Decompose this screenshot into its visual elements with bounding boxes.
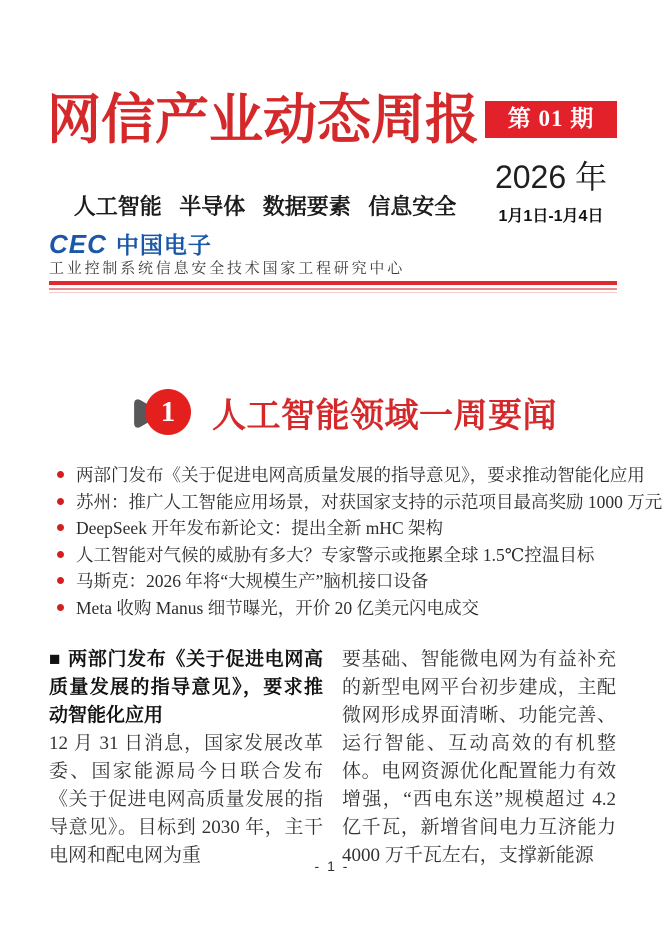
bullet-dot-icon	[57, 498, 64, 505]
page-number: - 1 -	[314, 858, 350, 874]
headline-list-item	[55, 519, 624, 537]
headline-text: 苏州：推广人工智能应用场景，对获国家支持的示范项目最高奖励 1000 万元	[76, 491, 663, 512]
topics-subtitle: 人工智能 半导体 数据要素 信息安全	[73, 194, 457, 219]
headline-text: 两部门发布《关于促进电网高质量发展的指导意见》，要求推动智能化应用	[76, 465, 645, 485]
bullet-dot-icon	[57, 577, 64, 584]
masthead-divider	[49, 281, 617, 293]
headline-text: Meta 收购 Manus 细节曝光，开价 20 亿美元闪电成交	[76, 597, 479, 618]
cec-logo-org-name: 中国电子	[115, 233, 212, 258]
bullet-dot-icon	[57, 551, 64, 558]
section-number-circle: 1	[145, 389, 191, 435]
newsletter-title: 网信产业动态周报	[47, 90, 479, 150]
article-column-right	[342, 646, 616, 870]
bullet-dot-icon	[57, 604, 64, 611]
headline-list-item	[55, 546, 624, 564]
bullet-dot-icon	[57, 471, 64, 478]
bullet-dot-icon	[57, 524, 64, 531]
article-heading-text: 两部门发布《关于促进电网高质量发展的指导意见》，要求推动智能化应用	[49, 649, 323, 726]
headline-list	[55, 465, 663, 625]
section-header	[127, 388, 557, 437]
article-paragraph: 要基础、智能微电网为有益补充的新型电网平台初步建成，主配微网形成界面清晰、功能完善、运行智能、互动高效的有机整体。电网资源优化配置能力有效增强，“西电东送”规模超过 4.2 亿千瓦，新增省间电力互济能力 4000 万千瓦左右，支撑新能源	[342, 649, 616, 866]
headline-text: DeepSeek 开年发布新论文：提出全新 mHC 架构	[76, 518, 443, 538]
headline-list-item	[55, 572, 624, 590]
issue-info-block	[485, 101, 617, 226]
divider-mid-line	[49, 288, 617, 290]
issue-date-range: 1月1日-1月4日	[498, 208, 604, 225]
headline-list-item	[55, 491, 663, 512]
section-number-icon	[127, 389, 191, 437]
headline-text: 人工智能对气候的威胁有多大？专家警示或拖累全球 1.5℃控温目标	[76, 544, 595, 565]
issue-number-badge: 第 01 期	[485, 101, 617, 138]
article-paragraph: 12 月 31 日消息，国家发展改革委、国家能源局今日联合发布《关于促进电网高质量发展的指导意见》。目标到 2030 年，主干电网和配电网为重	[49, 733, 323, 866]
square-bullet-icon: ■	[49, 649, 62, 670]
issue-year: 2026 年	[494, 159, 608, 195]
headline-list-item	[55, 465, 645, 485]
article-column-left	[49, 646, 323, 870]
article-body	[49, 646, 616, 870]
divider-thin-line	[49, 292, 617, 293]
publisher-logo	[49, 227, 212, 260]
divider-thick-line	[49, 281, 617, 285]
institute-name: 工业控制系统信息安全技术国家工程研究中心	[49, 261, 406, 277]
cec-logo-text: CEC	[49, 229, 107, 259]
section-title: 人工智能领域一周要闻	[212, 398, 557, 435]
headline-text: 马斯克：2026 年将“大规模生产”脑机接口设备	[76, 571, 429, 591]
article-heading	[49, 646, 323, 730]
headline-list-item	[55, 599, 624, 617]
